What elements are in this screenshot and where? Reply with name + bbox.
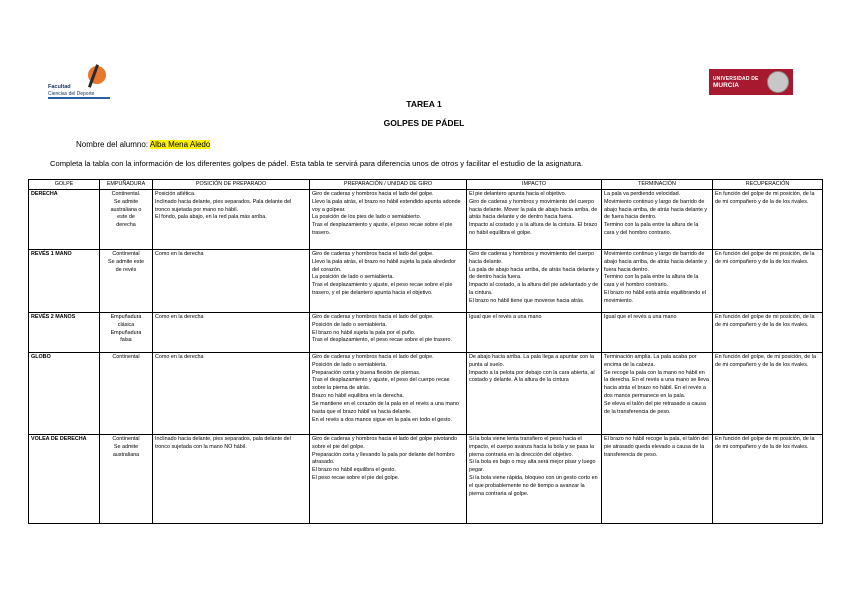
cell-line: En función del golpe de mi posición, de la de mi compañero y de la de los rivales.	[715, 436, 815, 450]
table-row	[29, 313, 823, 353]
finish-cell	[602, 250, 713, 313]
faculty-logo-line1: Facultad	[48, 84, 71, 90]
table-row	[29, 353, 823, 435]
cell-line: Preparación corta y buena flexión de piernas.	[312, 369, 421, 376]
cell-line: Se admite	[113, 443, 139, 450]
cell-line: En función del golpe, de mi posición, de la de mi compañero y de la de los rivales.	[715, 354, 816, 368]
university-seal-icon	[767, 71, 789, 93]
cell-line: este de	[117, 214, 135, 221]
cell-line: Termino con la pala entre la altura de la cara y el hombro contrario.	[604, 274, 699, 289]
cell-line: Igual que el revés a una mano	[604, 314, 677, 320]
cell-line: Empuñadura	[110, 314, 142, 320]
stroke-name-cell: GLOBO	[29, 353, 100, 435]
stroke-name-cell: REVÉS 2 MANOS	[29, 313, 100, 353]
recovery-cell	[713, 435, 823, 524]
university-logo-line2: MURCIA	[713, 81, 739, 89]
cell-line: En función del golpe de mi posición, de la de mi compañero y de la de los rivales.	[715, 314, 815, 328]
stroke-name-cell: DERECHA	[29, 190, 100, 250]
cell-line: La posición de los pies de lado o semiabierto.	[312, 214, 422, 221]
impact-cell	[467, 313, 602, 353]
cell-line: Giro de caderas y hombros hacia el lado del golpe.	[312, 251, 434, 257]
table-row	[29, 435, 823, 524]
ready-position-cell	[153, 353, 310, 435]
column-header: GOLPE	[29, 180, 100, 190]
cell-line: Posición atlética.	[155, 191, 196, 197]
ready-position-cell	[153, 190, 310, 250]
cell-line: De abajo hacia arriba. La pala llega a apuntar con la punta al suelo.	[469, 354, 594, 368]
cell-line: En función del golpe de mi posición, de la de mi compañero y de la de los rivales.	[715, 251, 815, 265]
cell-line: clásica	[117, 321, 135, 328]
cell-line: Giro de caderas y hombros y movimiento del cuerpo hacia delante.	[469, 251, 594, 265]
cell-line: Llevo la pala atrás, el brazo no hábil sujeta la pala alrededor del corazón.	[312, 258, 456, 273]
cell-line: Continental	[112, 251, 140, 257]
impact-cell	[467, 435, 602, 524]
cell-line: Igual que el revés a una mano	[469, 314, 542, 320]
cell-line: El brazo no hábil sujeta la pala por el puño.	[312, 329, 416, 336]
grip-cell	[100, 250, 153, 313]
column-header: PREPARACIÓN / UNIDAD DE GIRO	[310, 180, 467, 190]
cell-line: Como en la derecha	[155, 354, 204, 360]
cell-line: Si la bola viene rápida, bloqueo con un gesto corto en el que probablemente no dé tiempo a avanzar la pierna contraria al golpe.	[469, 475, 598, 497]
cell-line: En función del golpe de mi posición, de la de mi compañero y de la de los rivales.	[715, 191, 815, 205]
cell-line: La posición de lado o semiabierta.	[312, 274, 394, 281]
faculty-logo	[48, 62, 112, 98]
cell-line: Si la bola viene lenta transfiero el peso hacia el impacto, el cuerpo avanza hacia la bola y se pasa la pierna contraria en la dirección del objetivo.	[469, 436, 594, 458]
cell-line: El brazo no hábil tiene que moverse hacia atrás.	[469, 297, 585, 304]
column-header: RECUPERACIÓN	[713, 180, 823, 190]
cell-line: El brazo no hábil equilibra el gesto.	[312, 467, 396, 474]
cell-line: Se admite este	[108, 258, 144, 265]
cell-line: Impacto al costado y a la altura de la cintura. El brazo no hábil equilibra el golpe.	[469, 222, 598, 237]
faculty-logo-line2: Ciencias del Deporte	[48, 91, 95, 97]
ready-position-cell	[153, 250, 310, 313]
university-logo	[709, 69, 793, 95]
cell-line: australiana	[112, 451, 140, 458]
cell-line: El brazo no hábil recoge la pala, el talón del pie atrasado queda elevado a causa de la transferencia de peso.	[604, 436, 709, 458]
grip-cell	[100, 435, 153, 524]
preparation-cell	[310, 353, 467, 435]
student-name: Alba Mena Aledo	[149, 140, 211, 149]
cell-line: Se eleva el talón del pie retrasado a causa de la transferencia de peso.	[604, 400, 706, 415]
table-row	[29, 190, 823, 250]
ready-position-cell	[153, 435, 310, 524]
student-line	[76, 140, 210, 149]
cell-line: Tras el desplazamiento y ajuste, el peso recae sobre el pie trasero.	[312, 222, 453, 237]
stroke-name-cell: VOLEA DE DERECHA	[29, 435, 100, 524]
ready-position-cell	[153, 313, 310, 353]
cell-line: Se recoge la pala con la mano no hábil en la derecha. En el revés a una mano se lleva hacia atrás el brazo no hábil. En el revés a dos manos permanece en la pala.	[604, 369, 709, 400]
cell-line: Impacto a la pelota por debajo con la cara abierta, al costado y delante. A la altura de la cintura	[469, 369, 595, 384]
cell-line: Impacto al costado, a la altura del pie adelantado y de la cintura.	[469, 282, 599, 297]
table-row	[29, 250, 823, 313]
student-label: Nombre del alumno:	[76, 140, 150, 149]
preparation-cell	[310, 190, 467, 250]
cell-line: El fondo, pala abajo, en la red pala más arriba.	[155, 214, 267, 221]
cell-line: Giro de caderas y hombros hacia el lado del golpe.	[312, 191, 434, 197]
table-header-row	[29, 180, 823, 190]
cell-line: El brazo no hábil está atrás equilibrando el movimiento.	[604, 290, 706, 304]
recovery-cell	[713, 250, 823, 313]
cell-line: Se admite	[113, 198, 139, 205]
cell-line: Como en la derecha	[155, 251, 204, 257]
cell-line: Movimiento continuo y largo de barrido de abajo hacia arriba, de atrás hacia delante y fuera hacia dentro.	[604, 251, 708, 273]
recovery-cell	[713, 353, 823, 435]
column-header: EMPUÑADURA	[100, 180, 153, 190]
cell-line: En el revés a dos manos sigue en la pala en todo el gesto.	[312, 416, 452, 423]
university-logo-line1: UNIVERSIDAD DE	[713, 75, 759, 82]
cell-line: Giro de caderas y hombros hacia el lado del golpe pivotando sobre el pie del golpe.	[312, 436, 458, 450]
cell-line: de revés	[115, 266, 137, 273]
cell-line: Movimiento continuo y largo de barrido de abajo hacia arriba, de atrás hacia delante y de fuera hacia dentro.	[604, 198, 708, 221]
finish-cell	[602, 435, 713, 524]
cell-line: La pala de abajo hacia arriba, de atrás hacia delante y de dentro hacia fuera.	[469, 266, 599, 281]
cell-line: La pala va perdiendo velocidad.	[604, 191, 681, 197]
cell-line: Como en la derecha	[155, 314, 204, 320]
cell-line: Posición de lado o semiabierta.	[312, 361, 387, 368]
cell-line: Giro de caderas y hombros hacia el lado del golpe.	[312, 314, 434, 320]
cell-line: El peso recae sobre el pie del golpe.	[312, 475, 400, 482]
preparation-cell	[310, 250, 467, 313]
cell-line: Tras el desplazamiento, el peso recae sobre el pie trasero.	[312, 337, 453, 344]
cell-line: Inclinado hacia delante, pies separados, pala delante del tronco sujetada con la mano NO hábil.	[155, 436, 291, 450]
finish-cell	[602, 190, 713, 250]
cell-line: Llevo la pala atrás, el brazo no hábil extendido apunta adonde voy a golpear.	[312, 198, 461, 213]
column-header: IMPACTO	[467, 180, 602, 190]
column-header: POSICIÓN DE PREPARADO	[153, 180, 310, 190]
cell-line: Inclinado hacia delante, pies separados. Pala delante del tronco sujetada por mano no hábil.	[155, 198, 292, 213]
cell-line: Tras el desplazamiento y ajuste, el peso del cuerpo recae sobre la pierna de atrás.	[312, 377, 450, 392]
cell-line: Giro de caderas y hombros y movimiento del cuerpo hacia delante. Mover la pala de abajo hacia arriba, de atrás hacia delante y de dentro hacia fuera.	[469, 198, 598, 221]
recovery-cell	[713, 313, 823, 353]
cell-line: Giro de caderas y hombros hacia el lado del golpe.	[312, 354, 434, 360]
page-title: TAREA 1	[406, 99, 442, 109]
grip-cell	[100, 313, 153, 353]
strokes-table	[28, 179, 823, 524]
impact-cell	[467, 353, 602, 435]
finish-cell	[602, 353, 713, 435]
recovery-cell	[713, 190, 823, 250]
cell-line: Empuñadura	[110, 329, 142, 336]
cell-line: Termino con la pala entre la altura de la cara y del hombro contrario.	[604, 222, 699, 237]
cell-line: Se mantiene en el corazón de la pala en el revés a una mano hasta que el brazo hábil va hacia delante.	[312, 400, 459, 415]
page-subtitle: GOLPES DE PÁDEL	[383, 118, 465, 128]
cell-line: El pie delantero apunta hacia el objetivo.	[469, 191, 567, 197]
cell-line: australiana o	[110, 206, 142, 213]
grip-cell	[100, 353, 153, 435]
cell-line: Continental.	[111, 191, 141, 197]
impact-cell	[467, 190, 602, 250]
cell-line: Si la bola es bajo o muy alta será mejor pisar y luego pegar.	[469, 459, 596, 474]
cell-line: Posición de lado o semiabierta.	[312, 321, 387, 328]
column-header: TERMINACIÓN	[602, 180, 713, 190]
cell-line: Continental	[112, 436, 140, 442]
cell-line: Terminación amplia. La pala acaba por encima de la cabeza.	[604, 354, 697, 368]
grip-cell	[100, 190, 153, 250]
preparation-cell	[310, 435, 467, 524]
instructions: Completa la tabla con la información de los diferentes golpes de pádel. Esta tabla te servirá para diferencia unos de otros y facilitar el estudio de la asignatura.	[50, 159, 584, 168]
stroke-name-cell: REVÉS 1 MANO	[29, 250, 100, 313]
cell-line: falsa	[120, 337, 132, 344]
preparation-cell	[310, 313, 467, 353]
finish-cell	[602, 313, 713, 353]
cell-line: derecha	[116, 222, 136, 229]
impact-cell	[467, 250, 602, 313]
cell-line: Continental	[112, 354, 140, 360]
cell-line: Brazo no hábil equilibra en la derecha.	[312, 393, 405, 400]
cell-line: Preparación corta y llevando la pala por delante del hombro atrasado.	[312, 451, 455, 466]
cell-line: Tras el desplazamiento y ajuste, el peso recae sobre el pie trasero, y el pie delantero apunta hacia el objetivo.	[312, 282, 453, 297]
